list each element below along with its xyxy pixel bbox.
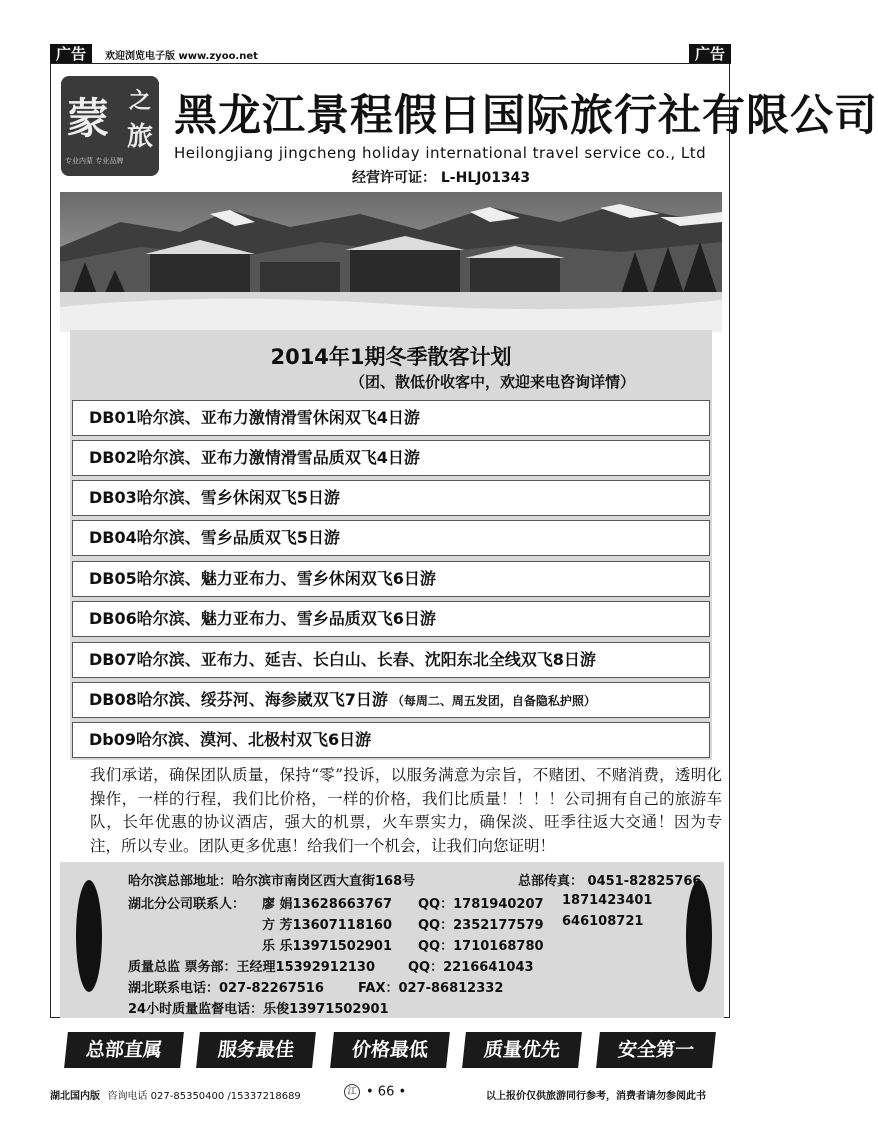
route-item-db03	[72, 480, 710, 516]
motto-quality-first: 质量优先	[462, 1032, 582, 1068]
ski-resort-photo	[60, 192, 722, 332]
logo-char-main: 蒙	[67, 94, 110, 143]
supervision-phone: 24小时质量监督电话：乐俊13971502901	[128, 1002, 389, 1017]
contact-qq: QQ：1781940207	[418, 897, 544, 912]
route-label: DB07哈尔滨、亚布力、延吉、长白山、长春、沈阳东北全线双飞8日游	[89, 650, 596, 669]
hq-fax: 总部传真： 0451-82825766	[518, 874, 702, 889]
plan-title: 2014年1期冬季散客计划	[270, 345, 512, 369]
plan-subtitle: （团、散低价收客中，欢迎来电咨询详情）	[350, 373, 636, 391]
motto-safety-first: 安全第一	[596, 1032, 716, 1068]
ad-tag-right: 广告	[689, 44, 731, 64]
route-label: DB06哈尔滨、魅力亚布力、雪乡品质双飞6日游	[89, 609, 436, 628]
motto-hq-direct: 总部直属	[64, 1032, 184, 1068]
mountain-landscape-illustration	[60, 192, 722, 332]
route-label: DB04哈尔滨、雪乡品质双飞5日游	[89, 528, 340, 547]
decorative-oval-right	[686, 880, 712, 992]
route-label: DB05哈尔滨、魅力亚布力、雪乡休闲双飞6日游	[89, 569, 436, 588]
page-number	[344, 1084, 406, 1100]
route-item-db05	[72, 561, 710, 597]
route-label: DB03哈尔滨、雪乡休闲双飞5日游	[89, 488, 340, 507]
contact-qq: QQ：2352177579	[418, 918, 544, 933]
route-item-db07	[72, 642, 710, 678]
service-promise: 我们承诺，确保团队质量，保持“零”投诉，以服务满意为宗旨，不赌团、不赌消费，透明化操作，一样的行程，我们比价格，一样的价格，我们比质量！！！！公司拥有自己的旅游车队，长年优惠的协议酒店，强大的机票，火车票实力，确保淡、旺季往返大交通！因为专注，所以专业。团队更多优惠！给我们一个机会，让我们向您证明！	[90, 766, 722, 855]
quality-qq: QQ：2216641043	[408, 960, 534, 975]
motto-best-service: 服务最佳	[196, 1032, 316, 1068]
logo-char-lv: 旅	[126, 122, 153, 152]
company-name-en: Heilongjiang jingcheng holiday international travel service co., Ltd	[174, 144, 707, 162]
page-number-text: • 66 •	[366, 1084, 407, 1100]
hq-address: 哈尔滨总部地址：哈尔滨市南岗区西大直街168号	[128, 874, 416, 889]
footer-left	[50, 1087, 301, 1102]
route-item-db01	[72, 400, 710, 436]
ad-tag-left: 广告	[50, 44, 92, 64]
brand-logo	[61, 76, 159, 176]
edition-label: 湖北国内版	[50, 1091, 100, 1102]
route-label: DB08哈尔滨、绥芬河、海参崴双飞7日游	[89, 690, 388, 709]
logo-slogan: 专业内蒙 专业品牌	[65, 157, 124, 165]
route-item-db08	[72, 682, 710, 718]
license-number: 经营许可证： L-HLJ01343	[352, 170, 531, 186]
logo-char-zhi: 之	[128, 89, 151, 114]
company-name-cn: 黑龙江景程假日国际旅行社有限公司	[174, 91, 878, 141]
region-circle-icon: 江	[344, 1084, 360, 1100]
contact-name-phone: 方 芳13607118160	[262, 918, 393, 933]
route-label: DB01哈尔滨、亚布力激情滑雪休闲双飞4日游	[89, 408, 420, 427]
hubei-contacts-label: 湖北分公司联系人：	[128, 897, 246, 912]
site-url: 欢迎浏览电子版 www.zyoo.net	[105, 51, 258, 62]
decorative-oval-left	[76, 880, 102, 992]
contact-name-phone: 乐 乐13971502901	[262, 939, 393, 954]
contact-qq-alt: 646108721	[562, 914, 644, 929]
contact-qq: QQ：1710168780	[418, 939, 544, 954]
hubei-fax: FAX：027-86812332	[358, 981, 504, 996]
quality-director: 质量总监 票务部：王经理15392912130	[128, 960, 376, 975]
hubei-phone: 湖北联系电话：027-82267516	[128, 981, 324, 996]
route-label: DB02哈尔滨、亚布力激情滑雪品质双飞4日游	[89, 448, 420, 467]
route-label: Db09哈尔滨、漠河、北极村双飞6日游	[89, 730, 372, 749]
route-item-db09	[72, 722, 710, 758]
route-item-db06	[72, 601, 710, 637]
contact-name-phone: 廖 娟13628663767	[262, 897, 393, 912]
route-note: （每周二、周五发团，自备隐私护照）	[391, 694, 596, 708]
motto-lowest-price: 价格最低	[330, 1032, 450, 1068]
consult-phone: 咨询电话 027-85350400 /15337218689	[107, 1091, 301, 1102]
footer-disclaimer: 以上报价仅供旅游同行参考，消费者请勿参阅此书	[486, 1091, 706, 1102]
route-item-db02	[72, 440, 710, 476]
route-item-db04	[72, 520, 710, 556]
contact-qq-alt: 1871423401	[562, 893, 653, 908]
